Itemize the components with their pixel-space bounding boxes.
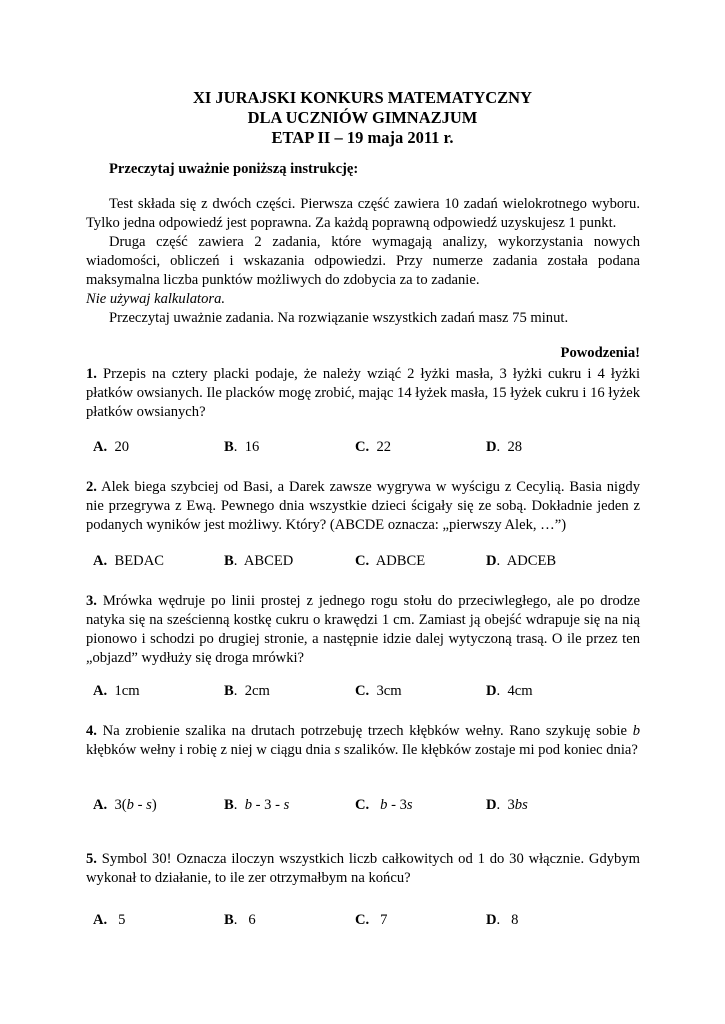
option-a[interactable]: A. 3(b - s) xyxy=(93,797,157,813)
instructions-heading: Przeczytaj uważnie poniższą instrukcję: xyxy=(109,161,359,177)
question-number: 4. xyxy=(86,723,97,739)
instructions-section xyxy=(86,160,640,363)
title-line-1: XI JURAJSKI KONKURS MATEMATYCZNY xyxy=(192,88,533,107)
question-3 xyxy=(86,592,640,668)
option-a[interactable]: A. 5 xyxy=(93,912,126,928)
question-number: 1. xyxy=(86,366,97,382)
option-b[interactable]: B. b - 3 - s xyxy=(224,797,290,813)
option-b[interactable]: B. 6 xyxy=(224,912,256,928)
variable-b: b xyxy=(632,723,640,739)
no-calculator-note: Nie używaj kalkulatora. xyxy=(86,290,226,307)
option-b[interactable]: B. 16 xyxy=(224,439,260,455)
answers-5 xyxy=(93,911,653,929)
option-a[interactable]: A. 1cm xyxy=(93,683,140,699)
question-number: 3. xyxy=(86,593,97,609)
option-d[interactable]: D. 4cm xyxy=(486,683,533,699)
option-d[interactable]: D. ADCEB xyxy=(486,553,557,569)
option-c[interactable]: C. b - 3s xyxy=(355,797,413,813)
question-number: 5. xyxy=(86,851,97,867)
instructions-para-1: Test składa się z dwóch części. Pierwsza część zawiera 10 zadań wielokrotnego wyboru. Tylko jedna odpowiedź jest poprawna. Za każdą poprawną odpowiedź uzyskujesz 1 punkt. xyxy=(86,195,640,231)
question-4: 4. Na zrobienie szalika na drutach potrzebuję trzech kłębków wełny. Rano szykuję sobie b kłębków wełny i robię z niej w ciągu dnia s szalików. Ile kłębków zostaje mi pod koniec dnia? xyxy=(86,723,640,758)
instructions-para-2: Druga część zawiera 2 zadania, które wymagają analizy, wykorzystania nowych wiadomości, obliczeń i wskazania odpowiedzi. Przy numerze zadania została podana maksymalna liczba punktów możliwych do zdobycia za to zadanie. xyxy=(86,233,640,288)
question-2 xyxy=(86,478,640,535)
question-text: Symbol 30! Oznacza iloczyn wszystkich liczb całkowitych od 1 do 30 włącznie. Gdybym wykonał to działanie, to ile zer otrzymałbym na końcu? xyxy=(86,851,640,886)
variable-s: s xyxy=(334,741,341,758)
option-c[interactable]: C. 3cm xyxy=(355,683,402,699)
good-luck-text: Powodzenia! xyxy=(560,344,640,361)
exam-title xyxy=(0,88,725,148)
question-1 xyxy=(86,365,640,422)
option-d[interactable]: D. 3bs xyxy=(486,797,528,813)
answers-1 xyxy=(93,438,653,456)
option-b[interactable]: B. 2cm xyxy=(224,683,270,699)
option-a[interactable]: A. 20 xyxy=(93,439,130,455)
answers-3 xyxy=(93,682,653,700)
title-line-2: DLA UCZNIÓW GIMNAZJUM xyxy=(247,108,478,127)
option-b[interactable]: B. ABCED xyxy=(224,553,294,569)
option-c[interactable]: C. ADBCE xyxy=(355,553,426,569)
option-c[interactable]: C. 7 xyxy=(355,912,388,928)
option-c[interactable]: C. 22 xyxy=(355,439,392,455)
question-text: Alek biega szybciej od Basi, a Darek zawsze wygrywa w wyścigu z Cecylią. Basia nigdy nie przegrywa z Ewą. Pewnego dnia wszystkie dzieci ścigały się ze sobą. Dokładnie jeden z podanych wyników jest możliwy. Który? (ABCDE oznacza: „pierwszy Alek, …”) xyxy=(86,479,640,533)
answers-4 xyxy=(93,796,653,814)
question-text: Mrówka wędruje po linii prostej z jednego rogu stołu do przeciwległego, ale po drodze natyka się na sześcienną kostkę cukru o krawędzi 1 cm. Zamiast ją obejść wdrapuje się na nią pionowo i schodzi po drugiej stronie, a następnie idzie dalej wytyczoną trasą. O ile przez ten „objazd” wydłuży się droga mrówki? xyxy=(86,593,640,666)
question-text: Przepis na cztery placki podaje, że należy wziąć 2 łyżki masła, 3 łyżki cukru i 4 łyżki płatków owsianych. Ile placków mogę zrobić, mając 14 łyżek masła, 15 łyżek cukru i 16 łyżek płatków owsianych? xyxy=(86,366,640,420)
instructions-para-3: Przeczytaj uważnie zadania. Na rozwiązanie wszystkich zadań masz 75 minut. xyxy=(109,309,569,326)
option-a[interactable]: A. BEDAC xyxy=(93,553,164,569)
answers-2 xyxy=(93,552,653,570)
title-line-3: ETAP II – 19 maja 2011 r. xyxy=(271,128,454,147)
question-number: 2. xyxy=(86,479,97,495)
option-d[interactable]: D. 28 xyxy=(486,439,523,455)
option-d[interactable]: D. 8 xyxy=(486,912,519,928)
question-5 xyxy=(86,850,640,888)
